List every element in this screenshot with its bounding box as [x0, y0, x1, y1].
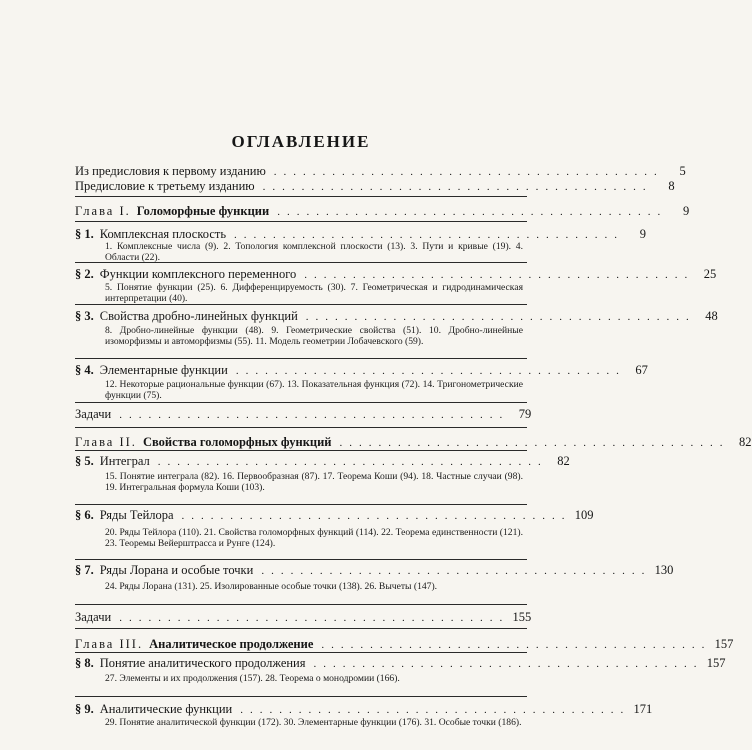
- section-label: Аналитические функции: [99, 702, 233, 716]
- section-subtopics: 5. Понятие функции (25). 6. Дифференцируемость (30). 7. Геометрическая и гидродинамическая интерпретации (40).: [105, 282, 523, 304]
- leader-dots: ........................................: [240, 704, 631, 716]
- divider: [75, 628, 527, 629]
- section-label: Ряды Лорана и особые точки: [99, 563, 254, 577]
- divider: [75, 450, 527, 451]
- toc-entry-preface-2[interactable]: [75, 178, 675, 194]
- section-prefix: § 6.: [75, 508, 94, 522]
- divider: [75, 304, 527, 305]
- entry-page: 9: [639, 227, 647, 241]
- leader-dots: ........................................: [313, 658, 704, 670]
- chapter-label: Голоморфные функции: [136, 204, 270, 218]
- leader-dots: ........................................: [119, 409, 510, 421]
- leader-dots: ........................................: [321, 639, 712, 651]
- toc-chapter-2[interactable]: [75, 434, 752, 450]
- page-title: ОГЛАВЛЕНИЕ: [231, 132, 371, 151]
- section-prefix: § 5.: [75, 454, 94, 468]
- section-subtopics: 27. Элементы и их продолжения (157). 28. Теорема о монодромии (166).: [105, 673, 400, 684]
- toc-section-6[interactable]: [75, 507, 594, 523]
- entry-label: Предисловие к третьему изданию: [75, 179, 255, 193]
- section-prefix: § 7.: [75, 563, 94, 577]
- entry-page: 9: [682, 204, 690, 218]
- divider: [75, 427, 527, 428]
- leader-dots: ........................................: [339, 437, 730, 449]
- toc-section-3[interactable]: [75, 308, 718, 324]
- entry-page: 48: [705, 309, 718, 323]
- section-subtopics: 8. Дробно-линейные функции (48). 9. Геометрические свойства (51). 10. Дробно-линейные изоморфизмы и автоморфизмы (55). 11. Модель геометрии Лобачевского (59).: [105, 325, 523, 347]
- entry-page: 5: [679, 164, 686, 178]
- section-label: Элементарные функции: [99, 363, 228, 377]
- chapter-prefix: Глава III.: [75, 637, 144, 651]
- section-prefix: § 1.: [75, 227, 94, 241]
- toc-entry-tasks-1[interactable]: [75, 406, 532, 422]
- leader-dots: ........................................: [304, 269, 695, 281]
- entry-page: 157: [706, 656, 726, 670]
- section-subtopics: 1. Комплексные числа (9). 2. Топология комплексной плоскости (13). 3. Пути и кривые (19). 4. Области (22).: [105, 241, 523, 263]
- section-prefix: § 4.: [75, 363, 94, 377]
- toc-section-1[interactable]: [75, 226, 647, 242]
- toc-section-9[interactable]: [75, 701, 653, 717]
- section-prefix: § 2.: [75, 267, 94, 281]
- divider: [75, 504, 527, 505]
- section-label: Интеграл: [99, 454, 150, 468]
- chapter-prefix: Глава I.: [75, 204, 131, 218]
- toc-section-4[interactable]: [75, 362, 648, 378]
- entry-page: 82: [557, 454, 570, 468]
- leader-dots: ........................................: [305, 311, 696, 323]
- toc-section-8[interactable]: [75, 655, 726, 671]
- entry-page: 79: [518, 407, 532, 421]
- entry-page: 171: [633, 702, 653, 716]
- section-subtopics: 15. Понятие интеграла (82). 16. Первообразная (87). 17. Теорема Коши (94). 18. Частные случаи (98). 19. Интегральная формула Коши (103).: [105, 471, 523, 493]
- divider: [75, 652, 527, 653]
- leader-dots: ........................................: [234, 229, 625, 241]
- section-label: Комплексная плоскость: [99, 227, 227, 241]
- entry-page: 82: [739, 435, 752, 449]
- chapter-label: Аналитическое продолжение: [149, 637, 314, 651]
- leader-dots: ........................................: [273, 166, 664, 178]
- toc-section-7[interactable]: [75, 562, 674, 578]
- divider: [75, 358, 527, 359]
- divider: [75, 604, 527, 605]
- section-subtopics: 24. Ряды Лорана (131). 25. Изолированные особые точки (138). 26. Вычеты (147).: [105, 581, 438, 592]
- chapter-label: Свойства голоморфных функций: [142, 435, 332, 449]
- toc-chapter-1[interactable]: [75, 203, 690, 219]
- section-label: Понятие аналитического продолжения: [99, 656, 306, 670]
- section-prefix: § 3.: [75, 309, 94, 323]
- divider: [75, 559, 527, 560]
- section-subtopics: 29. Понятие аналитической функции (172). 30. Элементарные функции (176). 31. Особые точки (186).: [105, 717, 522, 728]
- leader-dots: ........................................: [157, 456, 548, 468]
- entry-page: 155: [512, 610, 532, 624]
- leader-dots: ........................................: [235, 365, 626, 377]
- toc-section-2[interactable]: [75, 266, 717, 282]
- leader-dots: ........................................: [119, 612, 510, 624]
- entry-page: 130: [654, 563, 674, 577]
- leader-dots: ........................................: [181, 510, 572, 522]
- toc-section-5[interactable]: [75, 453, 570, 469]
- section-label: Свойства дробно-линейных функций: [99, 309, 298, 323]
- toc-chapter-3[interactable]: [75, 636, 734, 652]
- entry-label: Из предисловия к первому изданию: [75, 164, 266, 178]
- leader-dots: ........................................: [261, 565, 652, 577]
- section-prefix: § 8.: [75, 656, 94, 670]
- toc-entry-preface-1[interactable]: [75, 163, 686, 179]
- divider: [75, 696, 527, 697]
- divider: [75, 402, 527, 403]
- section-label: Ряды Тейлора: [99, 508, 174, 522]
- entry-page: 8: [668, 179, 675, 193]
- entry-page: 109: [574, 508, 594, 522]
- leader-dots: ........................................: [277, 206, 668, 218]
- entry-page: 25: [703, 267, 717, 281]
- toc-page: [75, 0, 752, 750]
- section-prefix: § 9.: [75, 702, 94, 716]
- divider: [75, 262, 527, 263]
- entry-page: 67: [635, 363, 648, 377]
- entry-label: Задачи: [75, 407, 112, 421]
- divider: [75, 221, 527, 222]
- chapter-prefix: Глава II.: [75, 435, 137, 449]
- entry-label: Задачи: [75, 610, 112, 624]
- section-label: Функции комплексного переменного: [99, 267, 297, 281]
- toc-entry-tasks-2[interactable]: [75, 609, 532, 625]
- leader-dots: ........................................: [262, 181, 653, 193]
- section-subtopics: 20. Ряды Тейлора (110). 21. Свойства голоморфных функций (114). 22. Теорема единственности (121). 23. Теоремы Вейерштрасса и Рунге (124).: [105, 527, 523, 549]
- divider: [75, 196, 527, 197]
- section-subtopics: 12. Некоторые рациональные функции (67). 13. Показательная функция (72). 14. Тригонометрические функции (75).: [105, 379, 523, 401]
- entry-page: 157: [714, 637, 734, 651]
